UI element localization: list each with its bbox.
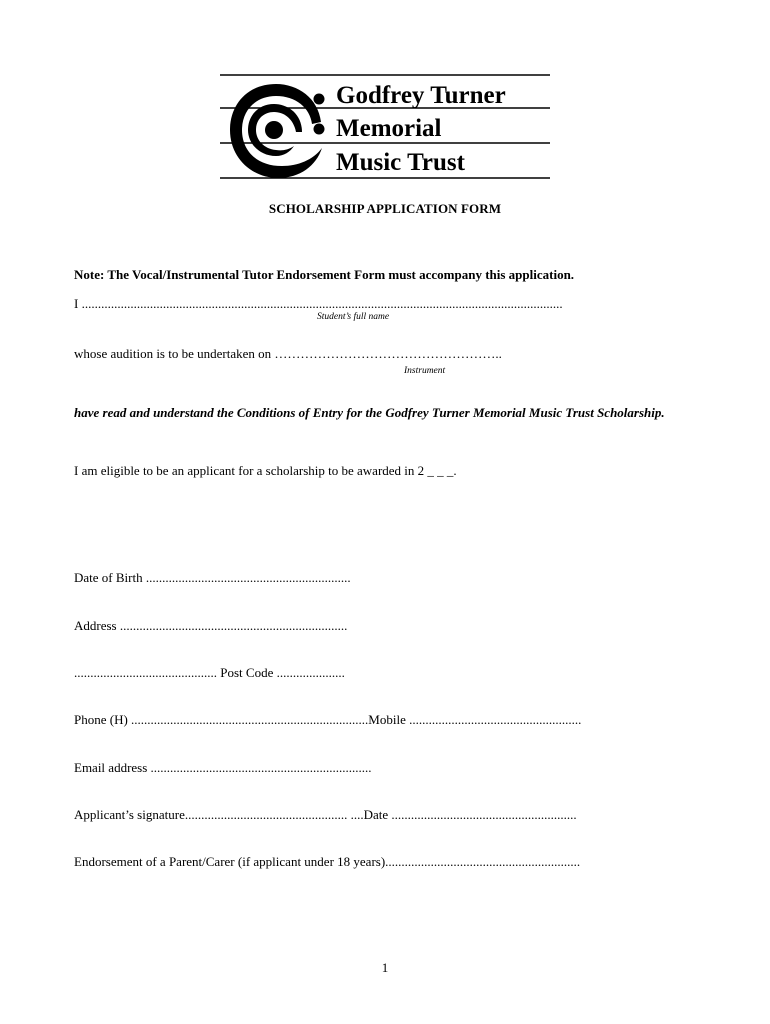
trust-logo bbox=[218, 72, 552, 184]
phone-mobile-field[interactable]: Phone (H) .........................................................................Mobile ..................................................... bbox=[74, 712, 582, 727]
instrument-caption: Instrument bbox=[404, 366, 446, 376]
date-of-birth-field[interactable]: Date of Birth ............................................................... bbox=[74, 570, 351, 585]
instrument-field[interactable]: whose audition is to be undertaken on …………………………………………….. bbox=[74, 346, 502, 361]
form-title: SCHOLARSHIP APPLICATION FORM bbox=[268, 201, 502, 216]
email-field[interactable]: Email address .................................................................... bbox=[74, 760, 372, 775]
logo-line-3: Music Trust bbox=[336, 149, 465, 176]
student-name-caption: Student’s full name bbox=[317, 312, 390, 322]
signature-date-field[interactable]: Applicant’s signature.................................................. ....Date ......................................................... bbox=[74, 807, 577, 822]
student-name-field[interactable]: I .................................................................................................................................................... bbox=[74, 296, 563, 311]
treble-spiral-icon bbox=[218, 72, 552, 184]
postcode-field[interactable]: ............................................ Post Code ..................... bbox=[74, 665, 345, 680]
tutor-endorsement-note: Note: The Vocal/Instrumental Tutor Endorsement Form must accompany this application. bbox=[74, 267, 575, 282]
address-field[interactable]: Address ...................................................................... bbox=[74, 618, 348, 633]
parent-endorsement-field[interactable]: Endorsement of a Parent/Carer (if applicant under 18 years)............................................................ bbox=[74, 854, 581, 869]
page-number: 1 bbox=[381, 960, 389, 975]
eligibility-statement: I am eligible to be an applicant for a scholarship to be awarded in 2 _ _ _. bbox=[74, 463, 457, 478]
logo-line-1: Godfrey Turner bbox=[336, 82, 506, 109]
conditions-statement: have read and understand the Conditions of Entry for the Godfrey Turner Memorial Music Trust Scholarship. bbox=[74, 405, 665, 420]
logo-line-2: Memorial bbox=[336, 115, 442, 142]
